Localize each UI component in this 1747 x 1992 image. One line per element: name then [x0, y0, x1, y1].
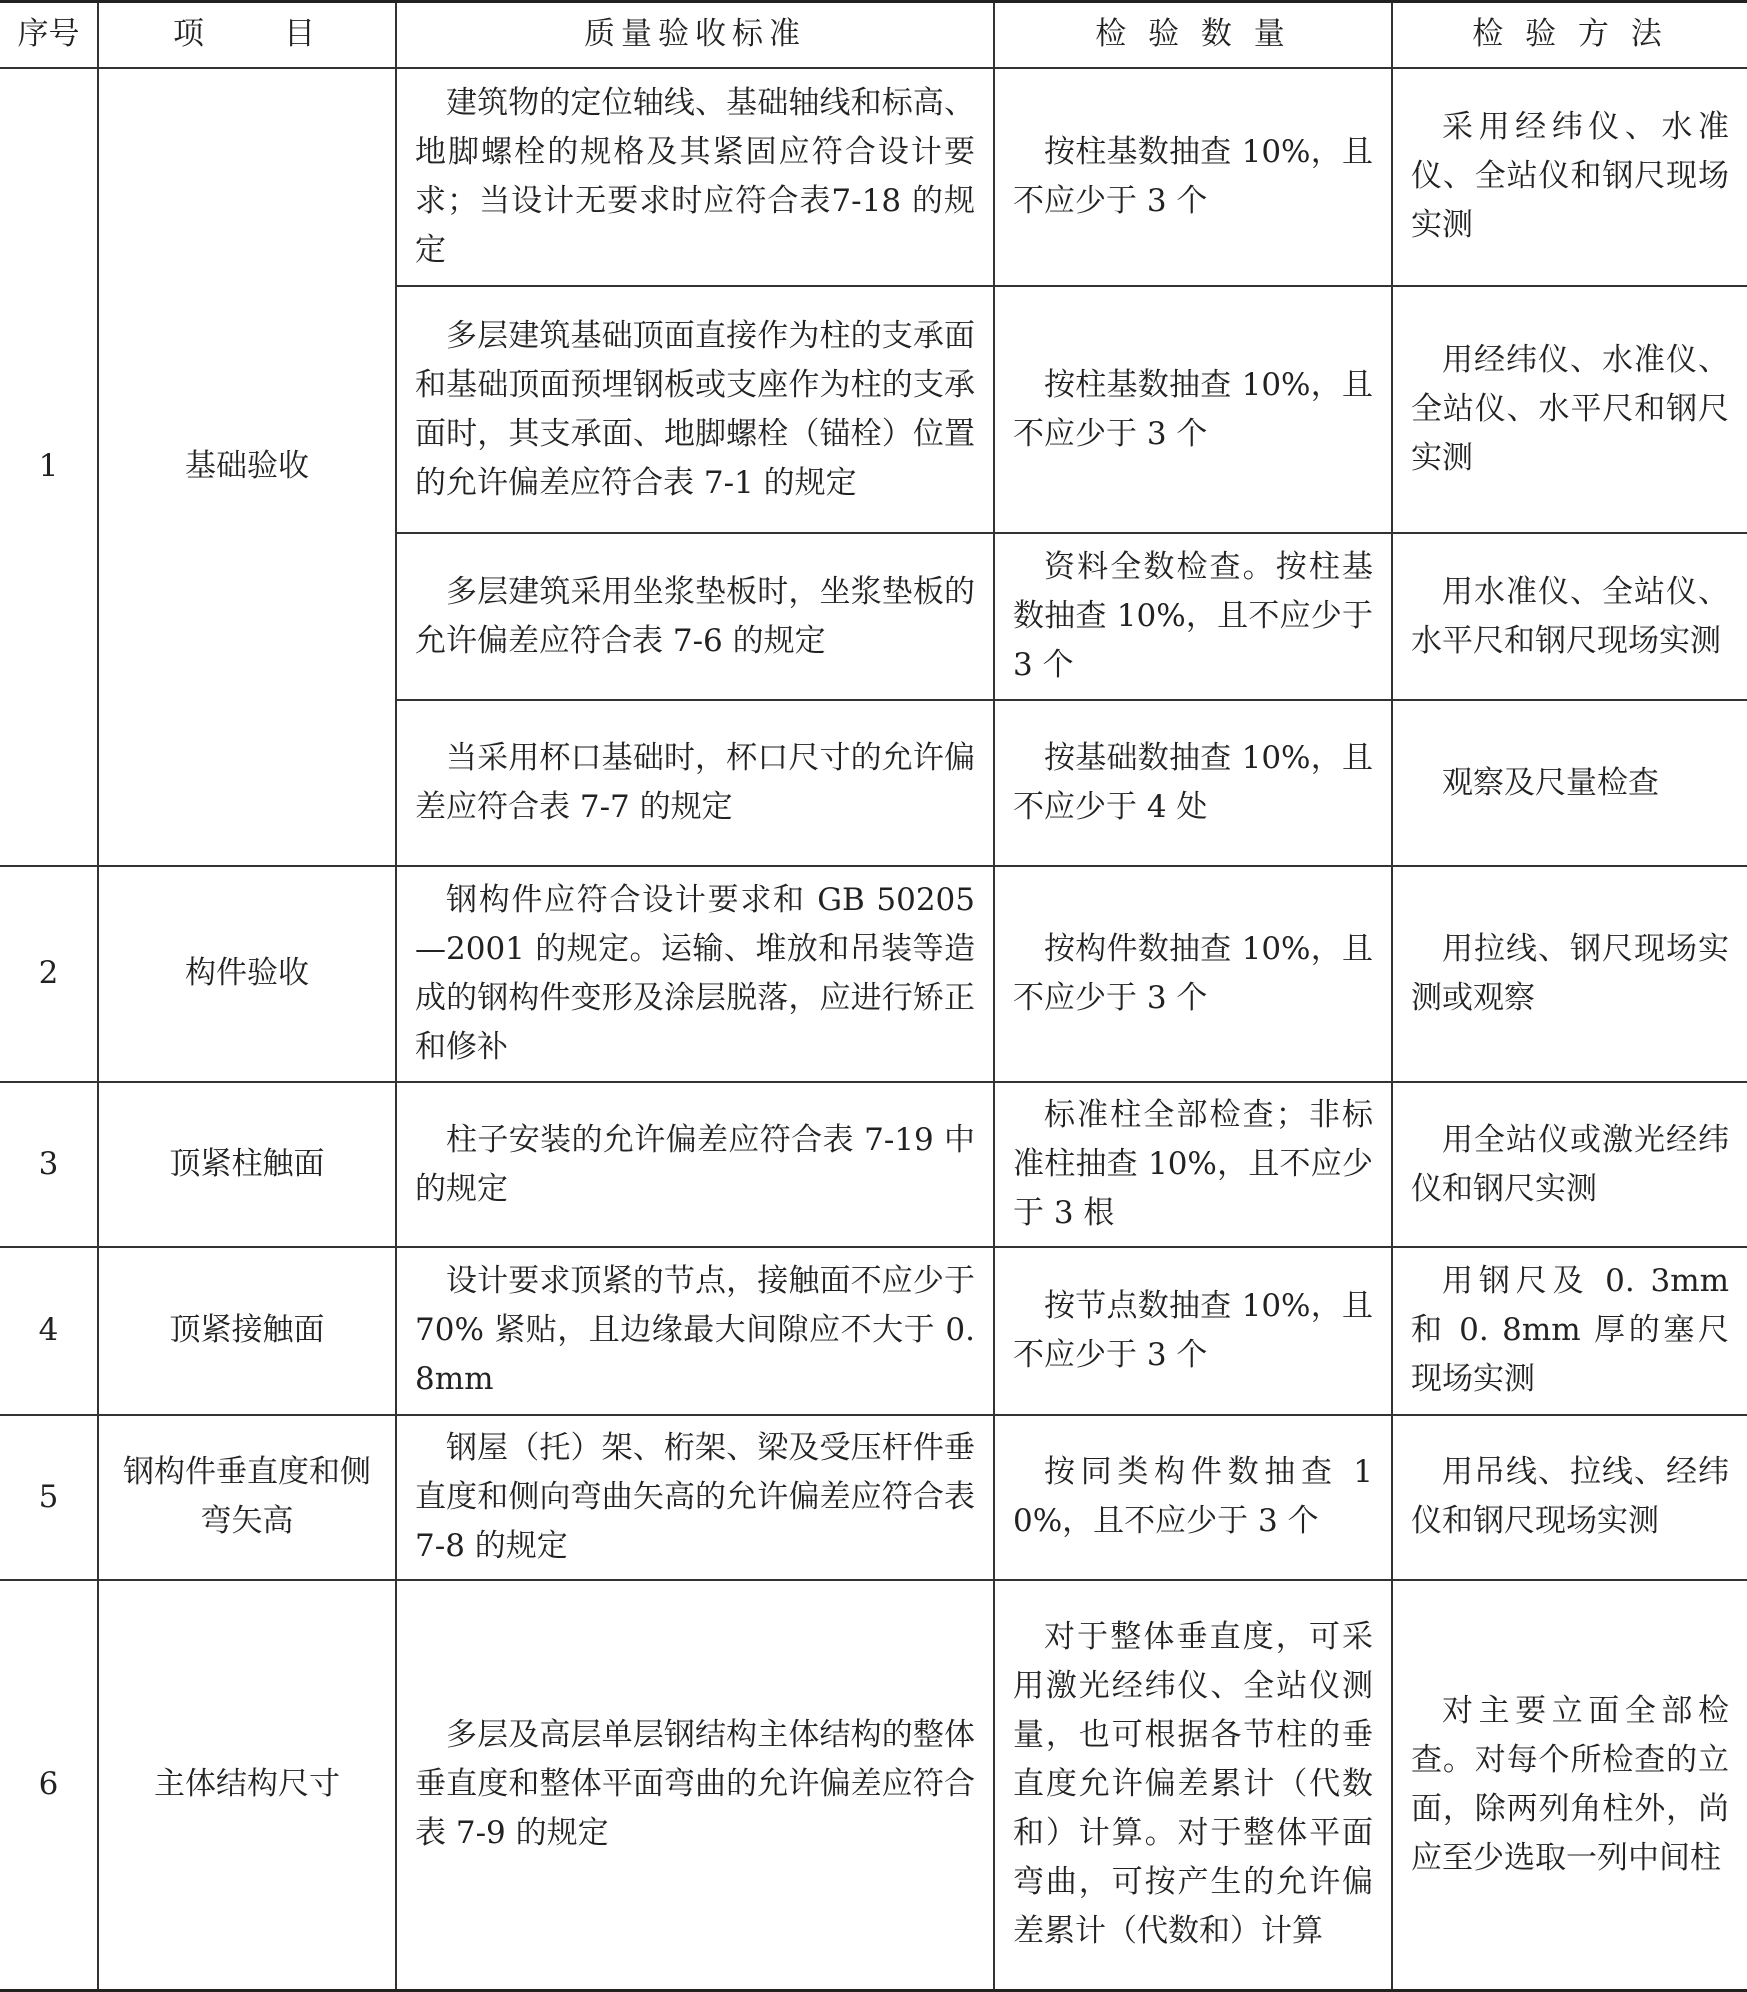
row-item: 构件验收: [98, 866, 396, 1082]
row-quantity: 按构件数抽查 10%，且不应少于 3 个: [994, 866, 1392, 1082]
row-standard: 柱子安装的允许偏差应符合表 7-19 中的规定: [396, 1082, 994, 1247]
row-standard: 当采用杯口基础时，杯口尺寸的允许偏差应符合表 7-7 的规定: [396, 700, 994, 865]
row-quantity: 按基础数抽查 10%，且不应少于 4 处: [994, 700, 1392, 865]
row-item: 钢构件垂直度和侧弯矢高: [98, 1415, 396, 1580]
row-quantity: 按同类构件数抽查 10%，且不应少于 3 个: [994, 1415, 1392, 1580]
row-no: 2: [0, 866, 98, 1082]
table-row: [0, 866, 1747, 1082]
table-row: [0, 1247, 1747, 1414]
row-standard: 设计要求顶紧的节点，接触面不应少于 70% 紧贴，且边缘最大间隙应不大于 0. 8mm: [396, 1247, 994, 1414]
row-method: 用吊线、拉线、经纬仪和钢尺现场实测: [1392, 1415, 1747, 1580]
table-row: [0, 1415, 1747, 1580]
row-standard: 多层建筑基础顶面直接作为柱的支承面和基础顶面预埋钢板或支座作为柱的支承面时，其支承面、地脚螺栓（锚栓）位置的允许偏差应符合表 7-1 的规定: [396, 286, 994, 533]
table-header-row: [0, 2, 1747, 68]
row-standard: 钢构件应符合设计要求和 GB 50205—2001 的规定。运输、堆放和吊装等造成的钢构件变形及涂层脱落，应进行矫正和修补: [396, 866, 994, 1082]
row-no: 5: [0, 1415, 98, 1580]
row-method: 用水准仪、全站仪、水平尺和钢尺现场实测: [1392, 533, 1747, 700]
row-quantity: 按节点数抽查 10%，且不应少于 3 个: [994, 1247, 1392, 1414]
row-quantity: 按柱基数抽查 10%，且不应少于 3 个: [994, 68, 1392, 286]
row-item: 基础验收: [98, 68, 396, 866]
row-no: 1: [0, 68, 98, 866]
row-quantity: 按柱基数抽查 10%，且不应少于 3 个: [994, 286, 1392, 533]
row-standard: 多层建筑采用坐浆垫板时，坐浆垫板的允许偏差应符合表 7-6 的规定: [396, 533, 994, 700]
row-standard: 多层及高层单层钢结构主体结构的整体垂直度和整体平面弯曲的允许偏差应符合表 7-9 的规定: [396, 1580, 994, 1991]
row-standard: 钢屋（托）架、桁架、梁及受压杆件垂直度和侧向弯曲矢高的允许偏差应符合表 7-8 的规定: [396, 1415, 994, 1580]
header-item: 项 目: [98, 2, 396, 68]
row-no: 4: [0, 1247, 98, 1414]
row-method: 采用经纬仪、水准仪、全站仪和钢尺现场实测: [1392, 68, 1747, 286]
header-method: 检 验 方 法: [1392, 2, 1747, 68]
row-method: 用钢尺及 0. 3mm 和 0. 8mm 厚的塞尺现场实测: [1392, 1247, 1747, 1414]
row-quantity: 对于整体垂直度，可采用激光经纬仪、全站仪测量，也可根据各节柱的垂直度允许偏差累计（代数和）计算。对于整体平面弯曲，可按产生的允许偏差累计（代数和）计算: [994, 1580, 1392, 1991]
header-no: 序号: [0, 2, 98, 68]
header-quantity: 检 验 数 量: [994, 2, 1392, 68]
row-quantity: 资料全数检查。按柱基数抽查 10%，且不应少于 3 个: [994, 533, 1392, 700]
row-method: 观察及尺量检查: [1392, 700, 1747, 865]
table-row: [0, 1082, 1747, 1247]
row-method: 用拉线、钢尺现场实测或观察: [1392, 866, 1747, 1082]
row-quantity: 标准柱全部检查；非标准柱抽查 10%，且不应少于 3 根: [994, 1082, 1392, 1247]
row-item: 主体结构尺寸: [98, 1580, 396, 1991]
row-item: 顶紧接触面: [98, 1247, 396, 1414]
row-standard: 建筑物的定位轴线、基础轴线和标高、地脚螺栓的规格及其紧固应符合设计要求；当设计无要求时应符合表7-18 的规定: [396, 68, 994, 286]
row-no: 6: [0, 1580, 98, 1991]
row-method: 用经纬仪、水准仪、全站仪、水平尺和钢尺实测: [1392, 286, 1747, 533]
row-method: 用全站仪或激光经纬仪和钢尺实测: [1392, 1082, 1747, 1247]
row-no: 3: [0, 1082, 98, 1247]
table-row: [0, 1580, 1747, 1991]
table-row: [0, 68, 1747, 286]
header-standard: 质量验收标准: [396, 2, 994, 68]
row-item: 顶紧柱触面: [98, 1082, 396, 1247]
row-method: 对主要立面全部检查。对每个所检查的立面，除两列角柱外，尚应至少选取一列中间柱: [1392, 1580, 1747, 1991]
